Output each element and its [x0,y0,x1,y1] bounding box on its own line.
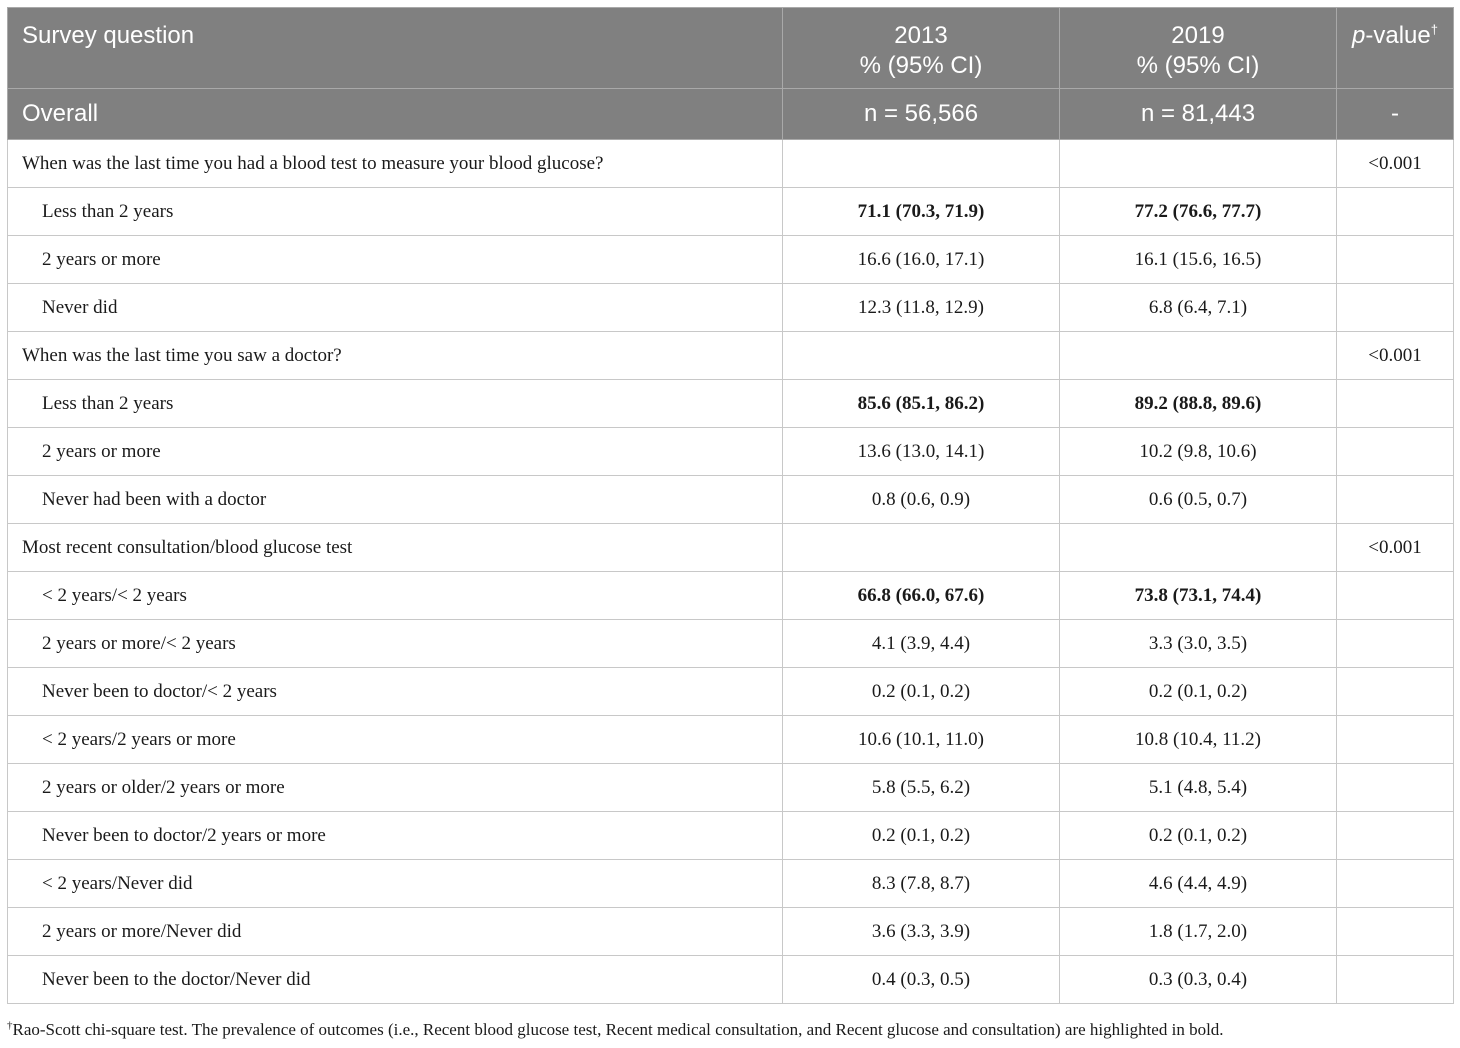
table-row [8,716,1454,764]
table-row [8,188,1454,236]
value-2013: 16.6 (16.0, 17.1) [783,236,1060,284]
table-row [8,284,1454,332]
response-label: Less than 2 years [8,188,783,236]
response-label: < 2 years/Never did [8,860,783,908]
table-row [8,668,1454,716]
value-2013 [783,140,1060,188]
footnote-dagger: † [7,1019,13,1032]
question-row [8,332,1454,380]
response-label: Never been to the doctor/Never did [8,956,783,1004]
table-row [8,860,1454,908]
table-body [8,140,1454,1004]
p-value [1337,668,1454,716]
value-2019 [1060,140,1337,188]
p-value [1337,236,1454,284]
value-2019 [1060,524,1337,572]
value-2019: 16.1 (15.6, 16.5) [1060,236,1337,284]
p-value [1337,812,1454,860]
header-2019-year: 2019 [1171,22,1225,49]
overall-n-2019: n = 81,443 [1060,89,1337,140]
table-row [8,956,1454,1004]
value-2019: 10.2 (9.8, 10.6) [1060,428,1337,476]
value-2019: 0.3 (0.3, 0.4) [1060,956,1337,1004]
value-2013: 0.2 (0.1, 0.2) [783,812,1060,860]
value-2013: 3.6 (3.3, 3.9) [783,908,1060,956]
p-value [1337,764,1454,812]
response-label: 2 years or older/2 years or more [8,764,783,812]
table-footnote [7,1019,1453,1041]
value-2019: 4.6 (4.4, 4.9) [1060,860,1337,908]
p-value [1337,620,1454,668]
value-2019: 73.8 (73.1, 74.4) [1060,572,1337,620]
value-2019: 5.1 (4.8, 5.4) [1060,764,1337,812]
table-row [8,428,1454,476]
value-2013: 71.1 (70.3, 71.9) [783,188,1060,236]
question-row [8,524,1454,572]
overall-row [8,89,1454,140]
value-2013: 0.4 (0.3, 0.5) [783,956,1060,1004]
value-2013: 85.6 (85.1, 86.2) [783,380,1060,428]
header-p-value-dagger: † [1430,22,1438,37]
value-2019: 0.2 (0.1, 0.2) [1060,668,1337,716]
response-label: Never did [8,284,783,332]
value-2013: 66.8 (66.0, 67.6) [783,572,1060,620]
header-p-value-text: -value [1365,22,1431,49]
value-2013: 10.6 (10.1, 11.0) [783,716,1060,764]
value-2019: 1.8 (1.7, 2.0) [1060,908,1337,956]
response-label: 2 years or more [8,428,783,476]
value-2013: 5.8 (5.5, 6.2) [783,764,1060,812]
value-2019: 3.3 (3.0, 3.5) [1060,620,1337,668]
question-row [8,140,1454,188]
header-2013 [783,8,1060,89]
header-2019-unit: % (95% CI) [1136,52,1260,79]
p-value [1337,284,1454,332]
response-label: 2 years or more/Never did [8,908,783,956]
value-2013: 8.3 (7.8, 8.7) [783,860,1060,908]
p-value [1337,908,1454,956]
response-label: < 2 years/< 2 years [8,572,783,620]
table-row [8,236,1454,284]
value-2019: 0.6 (0.5, 0.7) [1060,476,1337,524]
p-value [1337,956,1454,1004]
value-2019 [1060,332,1337,380]
question-label: Most recent consultation/blood glucose test [8,524,783,572]
response-label: 2 years or more [8,236,783,284]
table-row [8,572,1454,620]
overall-p-value: - [1337,89,1454,140]
p-value: <0.001 [1337,140,1454,188]
value-2019: 6.8 (6.4, 7.1) [1060,284,1337,332]
p-value [1337,428,1454,476]
value-2019: 89.2 (88.8, 89.6) [1060,380,1337,428]
table-row [8,908,1454,956]
p-value: <0.001 [1337,332,1454,380]
overall-n-2013: n = 56,566 [783,89,1060,140]
value-2013 [783,332,1060,380]
response-label: Never been to doctor/< 2 years [8,668,783,716]
value-2019: 0.2 (0.1, 0.2) [1060,812,1337,860]
response-label: Never been to doctor/2 years or more [8,812,783,860]
value-2013 [783,524,1060,572]
response-label: Never had been with a doctor [8,476,783,524]
value-2013: 0.8 (0.6, 0.9) [783,476,1060,524]
header-p-value [1337,8,1454,89]
value-2019: 77.2 (76.6, 77.7) [1060,188,1337,236]
question-label: When was the last time you had a blood test to measure your blood glucose? [8,140,783,188]
p-value [1337,380,1454,428]
p-value [1337,860,1454,908]
header-2013-year: 2013 [894,22,948,49]
p-value [1337,572,1454,620]
header-p-value-italic: p [1352,22,1366,49]
value-2013: 0.2 (0.1, 0.2) [783,668,1060,716]
response-label: < 2 years/2 years or more [8,716,783,764]
header-2019 [1060,8,1337,89]
table-row [8,476,1454,524]
table-row [8,380,1454,428]
value-2013: 4.1 (3.9, 4.4) [783,620,1060,668]
value-2019: 10.8 (10.4, 11.2) [1060,716,1337,764]
table-row [8,812,1454,860]
p-value: <0.001 [1337,524,1454,572]
p-value [1337,476,1454,524]
footnote-text: Rao-Scott chi-square test. The prevalence of outcomes (i.e., Recent blood glucose test, Recent medical consultation, and Recent glucose and consultation) are highlighted in bold. [12,1020,1224,1039]
table-row [8,620,1454,668]
p-value [1337,716,1454,764]
overall-label: Overall [8,89,783,140]
survey-results-table [7,7,1454,1004]
question-label: When was the last time you saw a doctor? [8,332,783,380]
p-value [1337,188,1454,236]
header-row [8,8,1454,89]
header-2013-unit: % (95% CI) [859,52,983,79]
response-label: Less than 2 years [8,380,783,428]
response-label: 2 years or more/< 2 years [8,620,783,668]
value-2013: 12.3 (11.8, 12.9) [783,284,1060,332]
table-row [8,764,1454,812]
table-header [8,8,1454,140]
value-2013: 13.6 (13.0, 14.1) [783,428,1060,476]
header-survey-question: Survey question [8,8,783,89]
